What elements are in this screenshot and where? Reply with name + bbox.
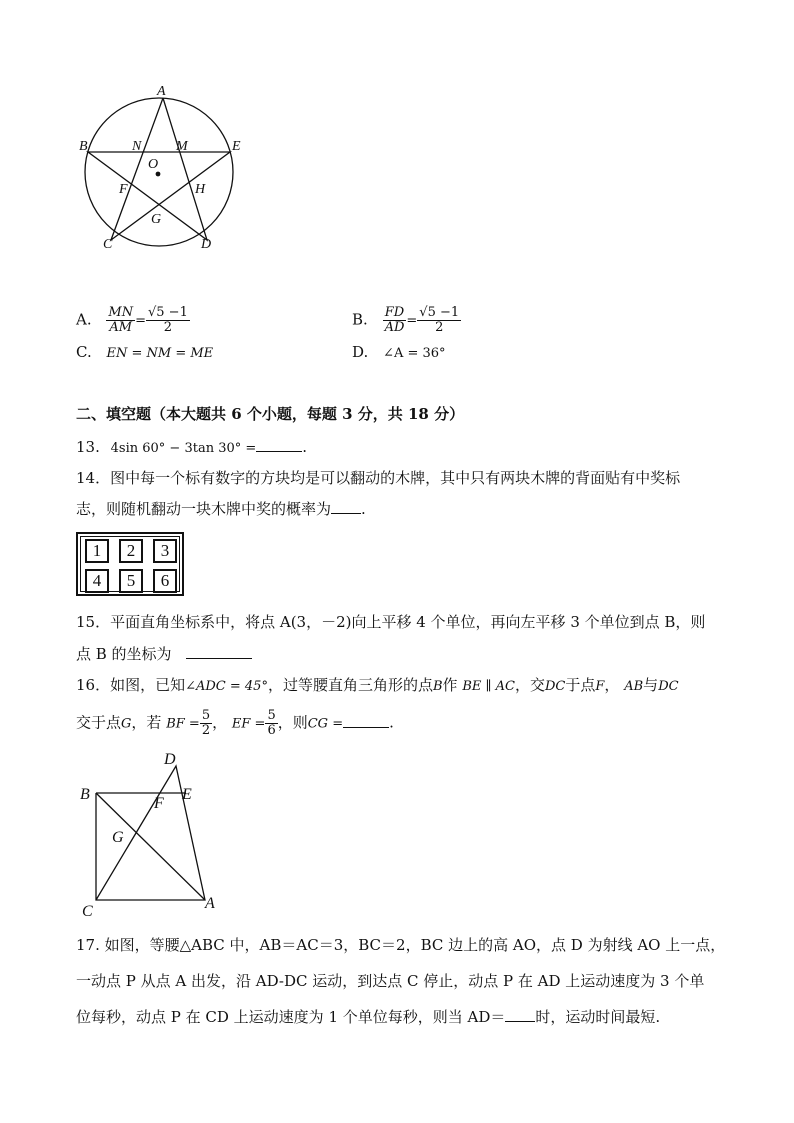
q14-line1: 14．图中每一个标有数字的方块均是可以翻动的木牌，其中只有两块木牌的背面贴有中奖标 bbox=[76, 469, 681, 487]
fig2-label-D: D bbox=[164, 751, 176, 768]
tile-5: 5 bbox=[119, 569, 143, 593]
option-b-frac2: $\frac{√5 -1}{2}$ bbox=[419, 305, 460, 335]
label-H: H bbox=[195, 182, 206, 197]
tile-board bbox=[76, 532, 184, 596]
option-c-letter: C. bbox=[76, 343, 92, 361]
option-b: B. $\frac{FD}{AD}$ = $\frac{√5 -1}{2}$ bbox=[352, 305, 460, 335]
q13-answer-blank bbox=[256, 437, 302, 452]
question-13: 13. 4sin 60° − 3tan 30° = . bbox=[76, 438, 308, 456]
tile-4: 4 bbox=[85, 569, 109, 593]
q13-expression: 4sin 60° − 3tan 30° = bbox=[110, 441, 257, 456]
option-d bbox=[352, 342, 446, 364]
label-G: G bbox=[151, 212, 162, 227]
q17-line1: 17. 如图，等腰△ABC 中，AB＝AC＝3，BC＝2，BC 边上的高 AO，点 D 为射线 AO 上一点， bbox=[76, 936, 726, 954]
label-C: C bbox=[103, 237, 113, 252]
option-a-frac2: $\frac{√5 -1}{2}$ bbox=[147, 305, 188, 335]
tile-3: 3 bbox=[153, 539, 177, 563]
figure-trapezoid bbox=[72, 746, 232, 921]
tile-2: 2 bbox=[119, 539, 143, 563]
q14-line2: 志，则随机翻动一块木牌中奖的概率为 . bbox=[76, 500, 366, 518]
center-dot bbox=[156, 172, 161, 177]
label-M: M bbox=[176, 139, 188, 154]
q15-line2: 点 B 的坐标为 bbox=[76, 644, 252, 664]
label-N: N bbox=[132, 139, 142, 154]
fig2-label-G: G bbox=[112, 829, 124, 846]
fig2-label-B: B bbox=[80, 786, 90, 803]
option-c-text: EN = NM = ME bbox=[106, 346, 214, 361]
option-b-frac1: $\frac{FD}{AD}$ bbox=[384, 305, 405, 335]
option-c bbox=[76, 342, 213, 364]
q15-line1: 15．平面直角坐标系中，将点 A(3，－2)向上平移 4 个单位，再向左平移 3 个单位到点 B，则 bbox=[76, 613, 706, 631]
fig2-label-F: F bbox=[154, 795, 164, 812]
section-title: 二、填空题（本大题共 6 个小题，每题 3 分，共 18 分） bbox=[76, 405, 465, 423]
option-d-letter: D. bbox=[352, 343, 369, 361]
q17-line2: 一动点 P 从点 A 出发，沿 AD-DC 运动，到达点 C 停止，动点 P 在 AD 上运动速度为 3 个单 bbox=[76, 972, 705, 990]
q14-answer-blank bbox=[331, 499, 361, 514]
label-A: A bbox=[157, 84, 166, 99]
tile-1: 1 bbox=[85, 539, 109, 563]
q16-line2: 交于点G，若 BF = $\frac{5}{2}$ ， EF = $\frac{5}{6}$ ，则CG = . bbox=[76, 708, 394, 738]
label-B: B bbox=[79, 139, 88, 154]
option-a-frac1: $\frac{MN}{AM}$ bbox=[108, 305, 134, 335]
option-a: A. $\frac{MN}{AM}$ = $\frac{√5 -1}{2}$ bbox=[76, 305, 188, 335]
tile-6: 6 bbox=[153, 569, 177, 593]
fig2-label-A: A bbox=[205, 895, 215, 912]
option-a-letter: A. bbox=[76, 310, 92, 329]
figure-pentagram-circle bbox=[70, 78, 260, 258]
q17-answer-blank bbox=[505, 1007, 535, 1022]
q15-answer-blank bbox=[186, 644, 252, 659]
option-b-letter: B. bbox=[352, 310, 368, 329]
label-E: E bbox=[232, 139, 241, 154]
label-D: D bbox=[201, 237, 212, 252]
label-O: O bbox=[148, 157, 159, 172]
fig2-label-C: C bbox=[82, 903, 93, 920]
q16-line1: 16．如图，已知∠ADC = 45°，过等腰直角三角形的点B作 BE ∥ AC，交DC于点F， AB与DC bbox=[76, 676, 679, 694]
label-F: F bbox=[119, 182, 128, 197]
option-d-text: ∠A = 36° bbox=[383, 346, 446, 361]
q17-line3: 位每秒，动点 P 在 CD 上运动速度为 1 个单位每秒，则当 AD＝ 时，运动时间最短. bbox=[76, 1008, 661, 1026]
q16-answer-blank bbox=[343, 713, 389, 728]
fig2-label-E: E bbox=[182, 786, 192, 803]
